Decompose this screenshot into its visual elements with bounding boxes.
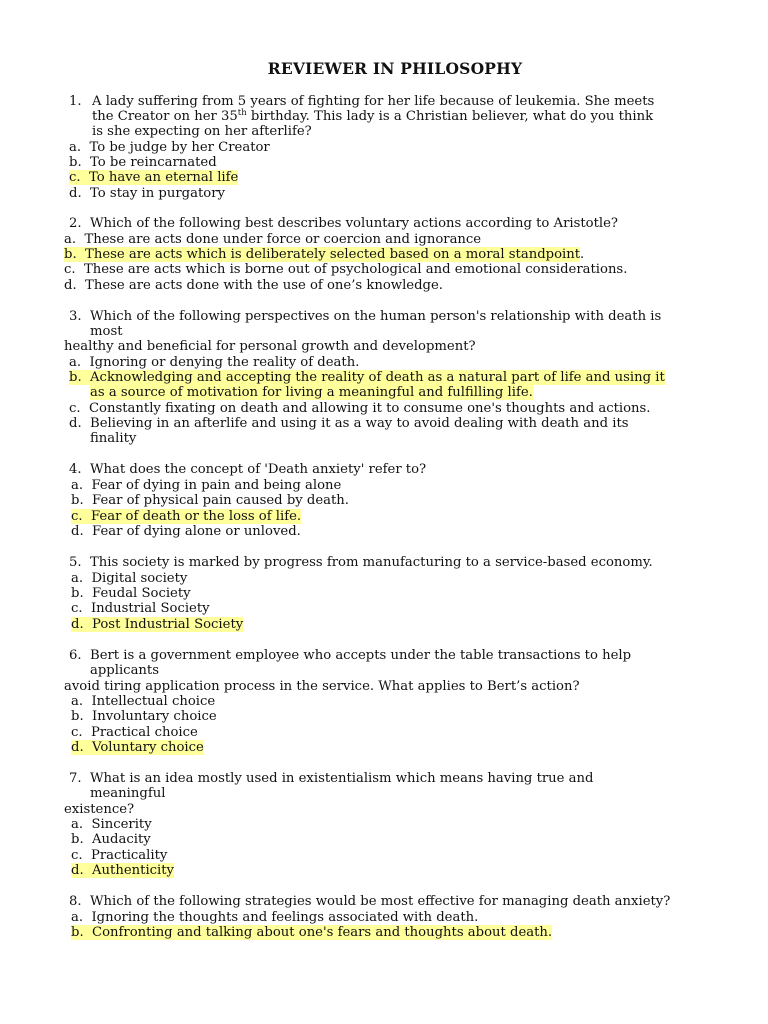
question-6-option-a: a. Intellectual choice: [71, 694, 216, 709]
question-1-line-3: is she expecting on her afterlife?: [92, 124, 312, 139]
question-1-option-a: a. To be judge by her Creator: [69, 140, 270, 155]
question-3-line-1: Which of the following perspectives on the human person's relationship with death is: [90, 309, 662, 324]
question-6-option-d-answer: d. Voluntary choice: [71, 740, 204, 755]
question-3-option-b-continued: as a source of motivation for living a meaningful and fulfilling life.: [90, 385, 533, 400]
question-4-option-c-answer: c. Fear of death or the loss of life.: [71, 509, 302, 524]
question-6-option-b: b. Involuntary choice: [71, 709, 217, 724]
question-2-option-b-answer: b. These are acts which is deliberately selected based on a moral standpoint.: [64, 247, 585, 262]
question-3-option-d: d. Believing in an afterlife and using it as a way to avoid dealing with death and its: [69, 416, 629, 431]
question-6-number: 6.: [69, 648, 82, 663]
question-5-stem: This society is marked by progress from manufacturing to a service-based economy.: [90, 555, 653, 570]
question-1-option-c-answer: c. To have an eternal life: [69, 170, 239, 185]
question-1-line-2: the Creator on her 35th birthday. This lady is a Christian believer, what do you think: [92, 108, 654, 124]
question-4-stem: What does the concept of 'Death anxiety' refer to?: [90, 462, 427, 477]
question-7-line-1: What is an idea mostly used in existentialism which means having true and: [90, 771, 594, 786]
question-5-number: 5.: [69, 555, 82, 570]
question-5-option-a: a. Digital society: [71, 571, 188, 586]
question-2-option-c: c. These are acts which is borne out of psychological and emotional considerations.: [64, 262, 628, 277]
question-2-option-a: a. These are acts done under force or coercion and ignorance: [64, 232, 482, 247]
question-5-option-b: b. Feudal Society: [71, 586, 191, 601]
question-3-option-a: a. Ignoring or denying the reality of death.: [69, 355, 360, 370]
question-1-option-d: d. To stay in purgatory: [69, 186, 225, 201]
question-6-option-c: c. Practical choice: [71, 725, 198, 740]
question-3-number: 3.: [69, 309, 82, 324]
question-4-option-b: b. Fear of physical pain caused by death.: [71, 493, 349, 508]
question-2-stem: Which of the following best describes voluntary actions according to Aristotle?: [90, 216, 618, 231]
question-8-number: 8.: [69, 894, 82, 909]
question-7-line-3: existence?: [64, 802, 135, 817]
question-7-line-2: meaningful: [90, 786, 166, 801]
question-6-line-1: Bert is a government employee who accepts under the table transactions to help: [90, 648, 632, 663]
question-3-option-c: c. Constantly fixating on death and allowing it to consume one's thoughts and actions.: [69, 401, 651, 416]
question-7-number: 7.: [69, 771, 82, 786]
question-1-number: 1.: [69, 94, 82, 109]
question-3-option-b-answer: b. Acknowledging and accepting the reality of death as a natural part of life and using it: [69, 370, 665, 385]
question-5-option-c: c. Industrial Society: [71, 601, 210, 616]
question-4-option-a: a. Fear of dying in pain and being alone: [71, 478, 342, 493]
question-8-stem: Which of the following strategies would be most effective for managing death anxiety?: [90, 894, 671, 909]
question-7-option-c: c. Practicality: [71, 848, 168, 863]
question-2-number: 2.: [69, 216, 82, 231]
question-6-line-2: applicants: [90, 663, 159, 678]
question-1-line-1: A lady suffering from 5 years of fighting for her life because of leukemia. She meets: [92, 94, 655, 109]
question-8-option-b-answer: b. Confronting and talking about one's fears and thoughts about death.: [71, 925, 553, 940]
question-4-option-d: d. Fear of dying alone or unloved.: [71, 524, 301, 539]
question-7-option-a: a. Sincerity: [71, 817, 152, 832]
question-5-option-d-answer: d. Post Industrial Society: [71, 617, 244, 632]
question-3-line-2: most: [90, 324, 123, 339]
question-1-option-b: b. To be reincarnated: [69, 155, 217, 170]
question-6-line-3: avoid tiring application process in the service. What applies to Bert’s action?: [64, 679, 580, 694]
question-7-option-d-answer: d. Authenticity: [71, 863, 175, 878]
page-title: REVIEWER IN PHILOSOPHY: [267, 59, 523, 78]
question-3-option-d-continued: finality: [90, 431, 137, 446]
question-7-option-b: b. Audacity: [71, 832, 151, 847]
question-2-option-d: d. These are acts done with the use of one’s knowledge.: [64, 278, 443, 293]
question-8-option-a: a. Ignoring the thoughts and feelings associated with death.: [71, 910, 479, 925]
question-4-number: 4.: [69, 462, 82, 477]
question-3-line-3: healthy and beneficial for personal growth and development?: [64, 339, 476, 354]
